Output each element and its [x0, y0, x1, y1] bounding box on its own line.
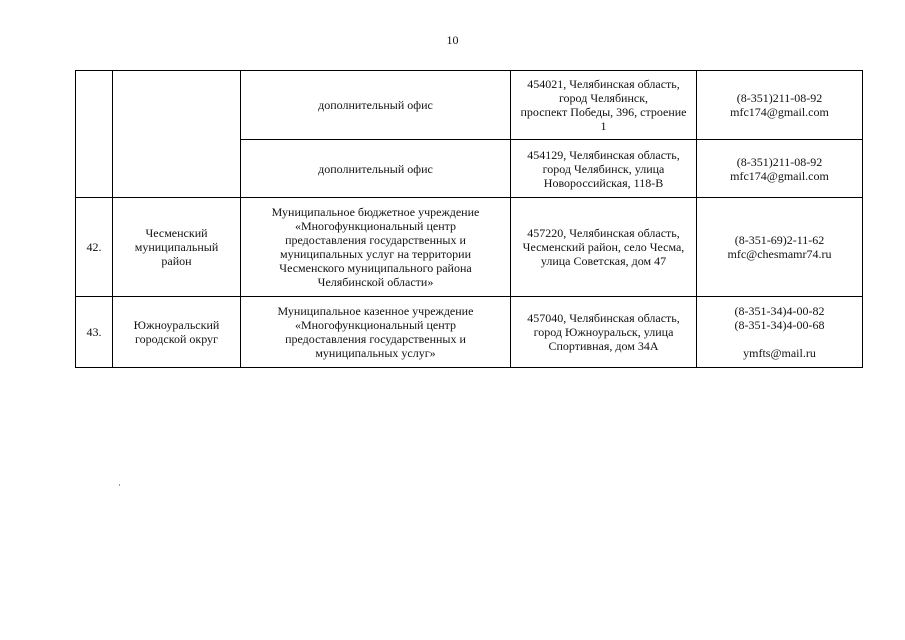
contacts-cell	[697, 71, 863, 140]
phone: (8-351-69)2-11-62	[734, 233, 825, 247]
address-line: 457220, Челябинская область,	[527, 226, 680, 240]
org-line: дополнительный офис	[318, 161, 433, 176]
org-line: Чесменского муниципального района	[279, 261, 472, 275]
address-line: 457040, Челябинская область,	[527, 311, 680, 325]
district-line: район	[161, 254, 192, 268]
table-row	[76, 71, 863, 140]
org-line: «Многофункциональный центр	[294, 318, 457, 332]
address-line: 454129, Челябинская область,	[527, 147, 680, 162]
org-line: муниципальных услуг»	[315, 346, 436, 360]
address-line: 1	[600, 119, 607, 133]
page-number: 10	[446, 33, 459, 47]
table-row	[76, 297, 863, 368]
district-cell	[113, 71, 241, 198]
spacer	[700, 332, 859, 346]
address-line: Спортивная, дом 34А	[548, 339, 659, 353]
address-line: город Южноуральск, улица	[533, 325, 674, 339]
org-line: «Многофункциональный центр	[294, 219, 457, 233]
contacts-cell	[697, 140, 863, 198]
organization-cell	[241, 297, 511, 368]
address-cell	[511, 71, 697, 140]
contacts-cell	[697, 198, 863, 297]
org-line: Муниципальное бюджетное учреждение	[271, 205, 480, 219]
district-line: Чесменский	[145, 226, 208, 240]
district-line: муниципальный	[134, 240, 219, 254]
address-line: Новороссийская, 118-В	[543, 175, 664, 190]
address-line: 454021, Челябинская область,	[527, 77, 680, 91]
address-line: проспект Победы, 396, строение	[520, 105, 687, 119]
org-line: муниципальных услуг на территории	[280, 247, 471, 261]
email: mfc174@gmail.com	[730, 105, 829, 119]
scan-mark	[119, 484, 120, 486]
email: ymfts@mail.ru	[743, 346, 816, 360]
district-cell	[113, 297, 241, 368]
address-cell	[511, 198, 697, 297]
row-number-cell: 42.	[76, 198, 113, 297]
org-line: Муниципальное казенное учреждение	[277, 304, 474, 318]
phone: (8-351)211-08-92	[736, 91, 823, 105]
address-cell	[511, 297, 697, 368]
organization-cell	[241, 71, 511, 140]
org-line: дополнительный офис	[318, 98, 433, 112]
org-line: предоставления государственных и	[285, 332, 466, 346]
org-line: предоставления государственных и	[285, 233, 466, 247]
mfc-offices-table	[75, 70, 863, 368]
row-number-cell: 43.	[76, 297, 113, 368]
organization-cell	[241, 198, 511, 297]
organization-cell	[241, 140, 511, 198]
email: mfc174@gmail.com	[730, 168, 829, 183]
phone: (8-351-34)4-00-82	[734, 304, 825, 318]
address-line: Чесменский район, село Чесма,	[522, 240, 685, 254]
row-number-cell	[76, 71, 113, 198]
phone: (8-351-34)4-00-68	[734, 318, 825, 332]
district-line: городской округ	[135, 332, 218, 346]
address-line: город Челябинск, улица	[542, 161, 665, 176]
address-line: улица Советская, дом 47	[540, 254, 667, 268]
address-cell	[511, 140, 697, 198]
district-line: Южноуральский	[133, 318, 220, 332]
phone: (8-351)211-08-92	[736, 154, 823, 169]
table-row	[76, 198, 863, 297]
email: mfc@chesmamr74.ru	[727, 247, 832, 261]
org-line: Челябинской области»	[317, 275, 434, 289]
district-cell	[113, 198, 241, 297]
contacts-cell	[697, 297, 863, 368]
address-line: город Челябинск,	[558, 91, 649, 105]
